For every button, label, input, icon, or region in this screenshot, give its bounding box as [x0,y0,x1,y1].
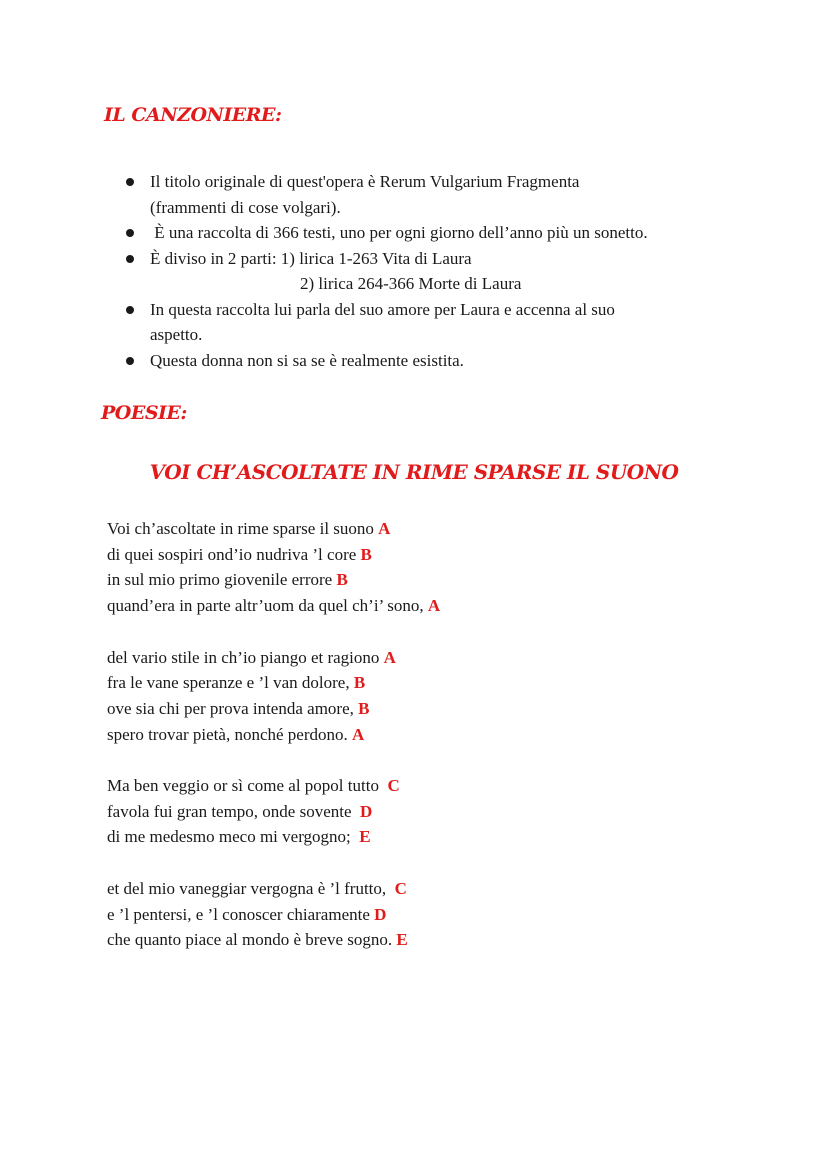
rhyme-letter: B [360,544,372,564]
rhyme-letter: B [336,570,348,590]
verse-line [107,824,727,850]
verse-line [107,670,727,696]
verse-line [107,696,727,722]
list-item [126,297,766,348]
list-item-line: In questa raccolta lui parla del suo amore per Laura e accenna al suo [150,299,615,319]
rhyme-letter: A [352,724,365,744]
bullet-icon [126,306,134,314]
rhyme-letter: E [359,827,371,847]
verse-text: che quanto piace al mondo è breve sogno. [107,930,397,950]
rhyme-letter: B [353,673,366,693]
stanza [107,645,727,748]
rhyme-letter: A [378,519,391,538]
verse-line [107,927,727,953]
verse-line [107,516,727,542]
verse-text: di me medesmo meco mi vergogno; [107,827,360,847]
list-item-line: Il titolo originale di quest'opera è Rerum Vulgarium Fragmenta [150,172,580,191]
verse-text: di quei sospiri ond’io nudriva ’l core [107,544,361,564]
verse-text: fra le vane speranze e ’l van dolore, [107,673,354,693]
rhyme-letter: D [374,904,387,924]
bullet-icon [126,229,134,237]
verse-line [107,799,727,825]
stanza [107,773,727,850]
list-item-line: Questa donna non si sa se è realmente esistita. [150,350,464,370]
verse-text: et del mio vaneggiar vergogna è ’l frutto, [107,878,395,898]
verse-line [107,876,727,902]
verse-text: quand’era in parte altr’uom da quel ch’i’ sono, [107,596,428,616]
verse-line [107,773,727,799]
list-item [126,169,766,220]
list-item-line: (frammenti di cose volgari). [150,197,341,217]
list-item-line: È una raccolta di 366 testi, uno per ogni giorno dell’anno più un sonetto. [150,223,648,242]
rhyme-letter: D [360,801,373,821]
bullet-icon [126,255,134,263]
rhyme-letter: C [387,776,400,795]
verse-text: favola fui gran tempo, onde sovente [107,801,361,821]
canzoniere-bullet-list [126,169,766,373]
rhyme-letter: E [396,930,408,950]
bullet-icon [126,357,134,365]
list-item [126,220,766,246]
verse-text: ove sia chi per prova intenda amore, [107,698,359,718]
canzoniere-heading: IL CANZONIERE: [104,104,282,126]
list-item [126,246,766,297]
list-item-line: aspetto. [150,325,203,344]
verse-text: del vario stile in ch’io piango et ragiono [107,647,384,667]
verse-line [107,722,727,748]
poem-title: VOI CH’ASCOLTATE IN RIME SPARSE IL SUONO [149,460,679,484]
verse-line [107,567,727,593]
list-item-indented-line: 2) lirica 264-366 Morte di Laura [300,274,522,293]
poesie-heading: POESIE: [101,402,187,424]
list-item [126,348,766,374]
poem-body [107,516,727,979]
verse-line [107,542,727,568]
verse-text: spero trovar pietà, nonché perdono. [107,724,352,744]
verse-line [107,593,727,619]
stanza [107,876,727,953]
rhyme-letter: C [394,878,407,898]
rhyme-letter: B [358,698,370,718]
list-item-line: È diviso in 2 parti: 1) lirica 1-263 Vita di Laura [150,248,472,268]
stanza [107,516,727,619]
verse-text: in sul mio primo giovenile errore [107,570,337,590]
bullet-icon [126,178,134,186]
verse-text: e ’l pentersi, e ’l conoscer chiaramente [107,904,375,924]
rhyme-letter: A [383,647,396,667]
verse-line [107,902,727,928]
verse-text: Ma ben veggio or sì come al popol tutto [107,776,388,795]
verse-text: Voi ch’ascoltate in rime sparse il suono [107,519,379,538]
verse-line [107,645,727,671]
rhyme-letter: A [427,596,441,616]
